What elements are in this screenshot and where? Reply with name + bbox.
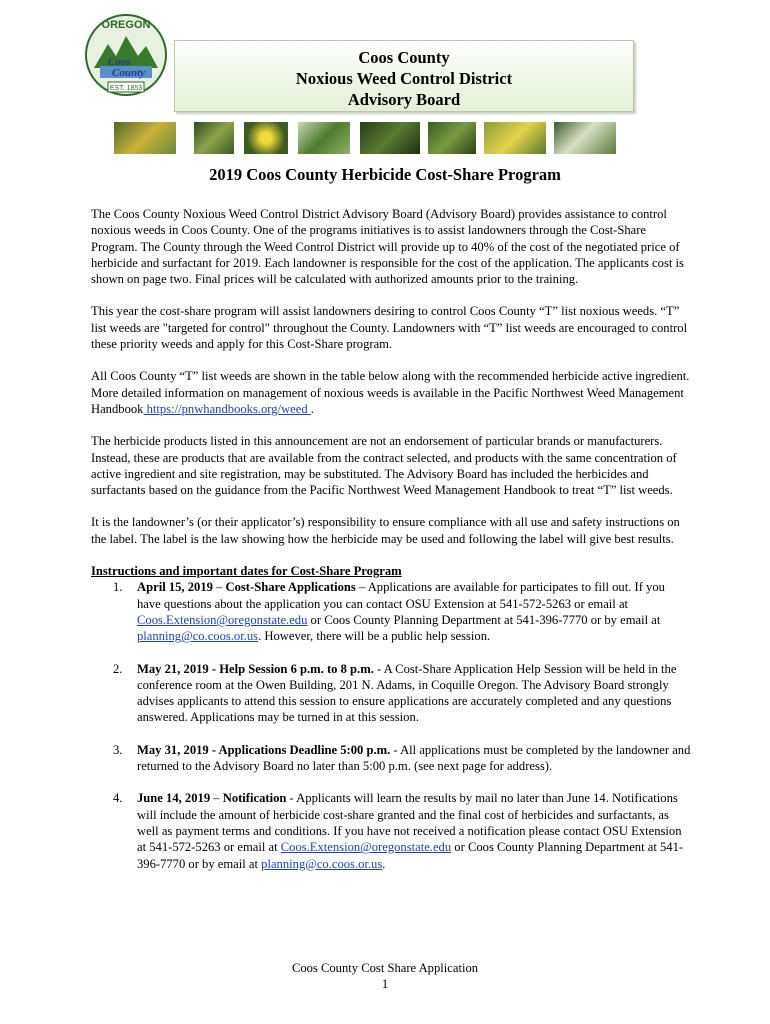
handbook-end: . <box>310 401 314 416</box>
weed-photo-6 <box>428 122 476 154</box>
item-text: - Applicants will learn the results by mail no later than June 14. Notifications will include the amount of herbicide cost-share granted and the final cost of herbicides and surfactants, as well as payment terms and conditions. If you have not received a notification please contact OSU Extension at 541-572-5263 or email at <box>137 791 682 855</box>
list-item <box>91 790 691 871</box>
item-heading: May 31, 2019 - Applications Deadline 5:00 p.m. <box>137 742 391 757</box>
list-item <box>91 579 691 644</box>
svg-text:EST. 1853: EST. 1853 <box>109 85 143 92</box>
weed-photo-8 <box>554 122 616 154</box>
svg-text:OREGON: OREGON <box>101 19 151 31</box>
pnw-handbook-link[interactable]: https://pnwhandbooks.org/weed <box>143 401 311 416</box>
item-number: 4. <box>113 791 123 806</box>
header-line-2: Noxious Weed Control District <box>295 69 513 88</box>
osu-extension-email-link[interactable]: Coos.Extension@oregonstate.edu <box>280 840 452 855</box>
instructions-heading: Instructions and important dates for Cost-Share Program <box>91 564 402 579</box>
item-text: - A Cost-Share Application Help Session will be held in the conference room at the Owen Building, 201 N. Adams, in Coquille Oregon. The Advisory Board strongly advises applicants to attend this session to ensure applications are accurately completed and any questions answered. Applications may be turned in at this session. <box>137 661 677 725</box>
item-text: – Applications are available for participates to fill out. If you have questions about the application you can contact OSU Extension at 541-572-5263 or email at <box>137 580 665 611</box>
weed-photo-3 <box>244 122 288 154</box>
endorsement-paragraph: The herbicide products listed in this announcement are not an endorsement of particular brands or manufacturers. Instead, these are products that are available from the contract selected, and products with the same concentration of active ingredient and site registration, may be substituted. The Advisory Board has included the herbicides and surfactants based on the guidance from the Pacific Northwest Weed Management Handbook to treat “T” list weeds. <box>91 434 677 498</box>
item-heading: Notification <box>222 791 287 806</box>
label-paragraph: It is the landowner’s (or their applicator’s) responsibility to ensure compliance with all use and safety instructions on the label. The label is the law showing how the herbicide may be used and following the label will give best results. <box>91 515 680 546</box>
list-item <box>91 661 691 726</box>
item-text: . However, there will be a public help session. <box>258 629 491 644</box>
weed-photo-4 <box>298 122 350 154</box>
item-text: or Coos County Planning Department at 541-396-7770 or by email at <box>307 612 661 627</box>
coos-county-logo <box>78 10 174 100</box>
item-date: June 14, 2019 <box>137 791 211 806</box>
page-number: 1 <box>381 977 389 991</box>
weed-photo-5 <box>360 122 420 154</box>
page-footer <box>0 960 770 992</box>
planning-email-link[interactable]: planning@co.coos.or.us <box>137 629 259 644</box>
item-heading: May 21, 2019 - Help Session 6 p.m. to 8 p.m. <box>137 661 374 676</box>
item-dash: – <box>210 791 223 806</box>
item-number: 2. <box>113 661 123 676</box>
weed-photo-1 <box>114 122 176 154</box>
document-title: 2019 Coos County Herbicide Cost-Share Program <box>209 165 561 184</box>
osu-extension-email-link[interactable]: Coos.Extension@oregonstate.edu <box>137 612 308 627</box>
item-number: 1. <box>113 580 123 595</box>
weed-photo-2 <box>194 122 234 154</box>
footer-title: Coos County Cost Share Application <box>291 961 479 975</box>
weed-photo-7 <box>484 122 546 154</box>
svg-text:Coos: Coos <box>108 56 131 68</box>
header-line-1: Coos County <box>358 48 450 67</box>
item-dash: – <box>212 580 226 595</box>
item-number: 3. <box>113 742 123 757</box>
weed-photo-strip <box>114 122 660 154</box>
header-line-3: Advisory Board <box>347 90 461 109</box>
svg-text:County: County <box>112 67 146 79</box>
item-heading: Cost-Share Applications <box>225 580 356 595</box>
intro-paragraph: The Coos County Noxious Weed Control District Advisory Board (Advisory Board) provides assistance to control noxious weeds in Coos County. One of the programs initiatives is to assist landowners through the Cost-Share Program. The County through the Weed Control District will provide up to 40% of the cost of the negotiated price of herbicide and surfactant for 2019. Each landowner is responsible for the cost of the application. The applicants cost is shown on page two. Final prices will be calculated with authorized amounts prior to the training. <box>91 207 684 287</box>
instructions-list <box>91 579 691 871</box>
header-title-box <box>174 40 634 112</box>
item-text: . <box>382 856 386 871</box>
document-body <box>91 206 691 888</box>
item-date: April 15, 2019 <box>137 580 213 595</box>
list-item <box>91 742 691 775</box>
handbook-paragraph <box>91 368 691 417</box>
t-list-paragraph: This year the cost-share program will assist landowners desiring to control Coos County “T” list noxious weeds. “T” list weeds are "targeted for control" throughout the County. Landowners with “T” list weeds are encouraged to control these priority weeds and apply for this Cost-Share program. <box>91 304 688 352</box>
handbook-text: All Coos County “T” list weeds are shown in the table below along with the recommended herbicide active ingredient. More detailed information on management of noxious weeds is available in the Pacific Northwest Weed Management Handbook <box>91 369 690 416</box>
planning-email-link[interactable]: planning@co.coos.or.us <box>261 856 383 871</box>
item-text: - All applications must be completed by the landowner and returned to the Advisory Board no later than 5:00 p.m. (see next page for address). <box>137 742 691 774</box>
item-text: or Coos County Planning Department at 541-396-7770 or by email at <box>137 840 684 871</box>
